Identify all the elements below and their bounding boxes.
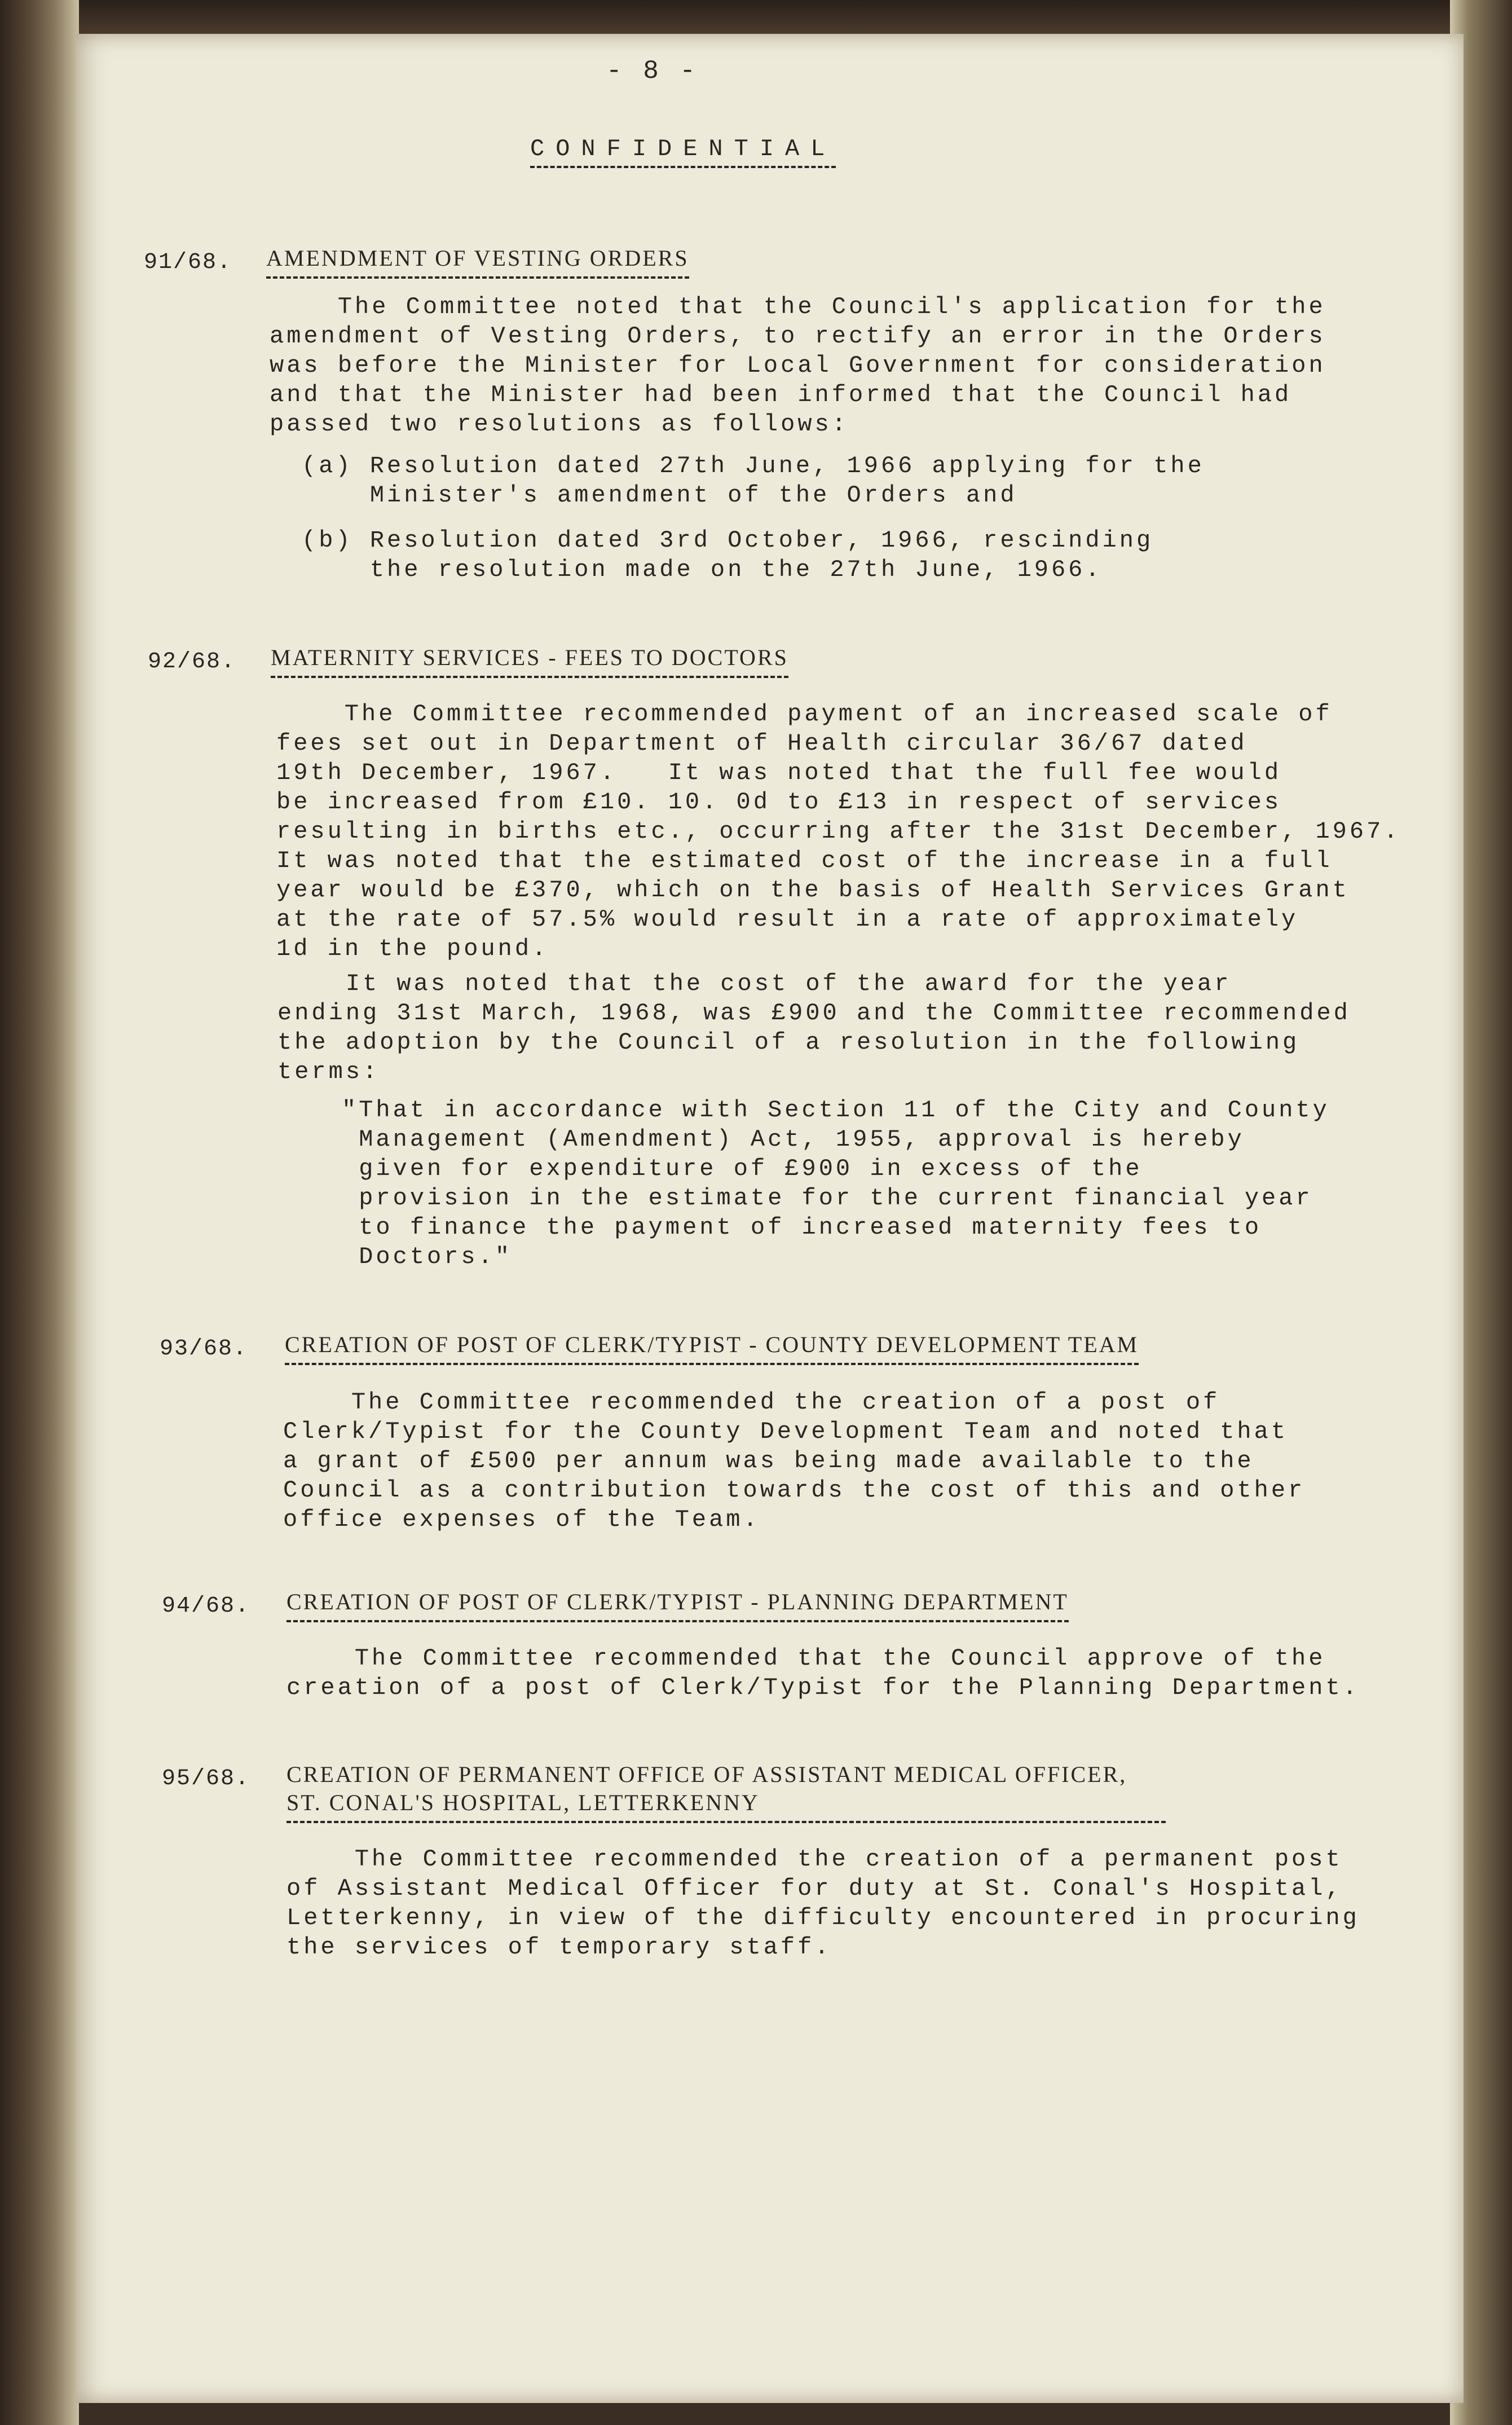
section-heading: CREATION OF POST OF CLERK/TYPIST - COUNTY DEVELOPMENT TEAM: [285, 1330, 1139, 1365]
scan-top-edge: [0, 0, 1512, 34]
paragraph: The Committee recommended payment of an increased scale of fees set out in Department of Health circular 36/67 dated 19th December, 1967. It was noted that the full fee would be increased from £10. 10. 0d to £13 in respect of services resulting in births etc., occurring after the 31st December, 1967. It was noted that the estimated cost of the increase in a full year would be £370, which on the basis of Health Services Grant at the rate of 57.5% would result in a rate of approximately 1d in the pound.: [276, 701, 1401, 962]
page-number: - 8 -: [606, 56, 699, 86]
paragraph: The Committee recommended that the Council approve of the creation of a post of Clerk/Typist for the Planning Department.: [286, 1645, 1360, 1701]
minute-number: 91/68.: [144, 250, 232, 275]
section-heading: MATERNITY SERVICES - FEES TO DOCTORS: [271, 643, 788, 678]
section-heading: CREATION OF POST OF CLERK/TYPIST - PLANNING DEPARTMENT: [286, 1587, 1069, 1622]
book-spine: [0, 0, 79, 2425]
list-item: (a) Resolution dated 27th June, 1966 applying for the Minister's amendment of the Orders and: [302, 452, 1205, 509]
section-heading: AMENDMENT OF VESTING ORDERS: [266, 244, 689, 279]
minute-number: 92/68.: [148, 649, 236, 675]
resolution-quote: "That in accordance with Section 11 of the City and County Management (Amendment) Act, 1955, approval is hereby given for expenditure of £900 in excess of the provision in the estimate for the current financial year to finance the payment of increased maternity fees to Doctors.": [342, 1097, 1330, 1270]
paragraph: The Committee recommended the creation of a permanent post of Assistant Medical Officer for duty at St. Conal's Hospital, Letterkenny, in view of the difficulty encountered in procuring the services of temporary staff.: [286, 1846, 1360, 1961]
list-item: (b) Resolution dated 3rd October, 1966, rescinding the resolution made on the 27th June, 1966.: [302, 527, 1154, 583]
minute-number: 94/68.: [162, 1594, 250, 1619]
paragraph: The Committee noted that the Council's application for the amendment of Vesting Orders, to rectify an error in the Orders was before the Minister for Local Government for consideration and that the Minister had been informed that the Council had passed two resolutions as follows:: [270, 293, 1326, 438]
section-heading-line: CREATION OF PERMANENT OFFICE OF ASSISTANT MEDICAL OFFICER,: [286, 1762, 1127, 1787]
paragraph: It was noted that the cost of the award for the year ending 31st March, 1968, was £900 and the Committee recommended the adoption by the Council of a resolution in the following terms:: [277, 970, 1351, 1085]
confidential-banner: CONFIDENTIAL: [530, 134, 836, 168]
paragraph: The Committee recommended the creation of a post of Clerk/Typist for the County Development Team and noted that a grant of £500 per annum was being made available to the Council as a contribution towards the cost of this and other office expenses of the Team.: [283, 1389, 1306, 1533]
minute-number: 93/68.: [160, 1336, 248, 1362]
minute-number: 95/68.: [162, 1766, 250, 1792]
section-heading-line: ST. CONAL'S HOSPITAL, LETTERKENNY: [286, 1788, 1166, 1823]
